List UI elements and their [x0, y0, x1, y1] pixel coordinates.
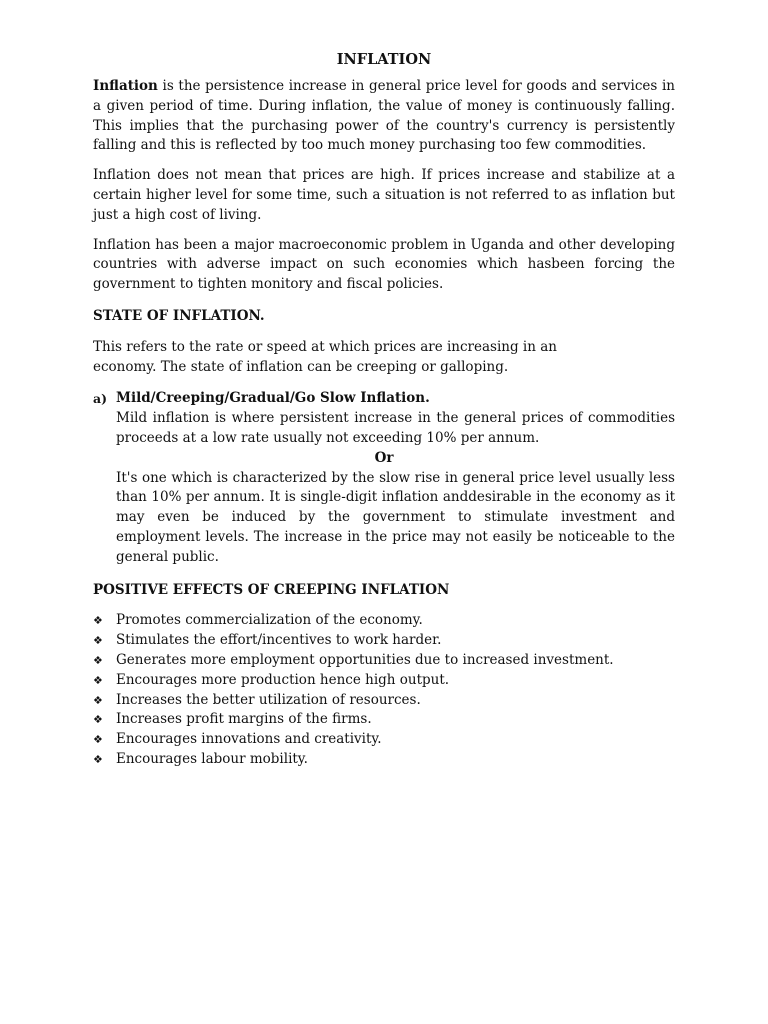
list-item — [93, 750, 675, 770]
list-item — [93, 671, 675, 691]
effect-text: Encourages innovations and creativity. — [116, 731, 382, 748]
list-item — [93, 730, 675, 750]
effect-text: Increases the better utilization of resources. — [116, 691, 421, 708]
paragraph-uganda: Inflation has been a major macroeconomic problem in Uganda and other developing countries with adverse impact on such economies which hasbeen forcing the government to tighten monitory and fiscal policies. — [93, 236, 675, 293]
list-item — [93, 691, 675, 711]
document-page — [93, 50, 675, 770]
mild-inflation-definition-1: Mild inflation is where persistent increase in the general prices of commodities proceeds at a low rate usually not exceeding 10% per annum. — [116, 410, 675, 446]
list-item — [93, 611, 675, 631]
list-marker: a) — [93, 391, 108, 407]
effect-text: Increases profit margins of the firms. — [116, 711, 372, 728]
diamond-bullet-icon: ❖ — [93, 713, 103, 727]
diamond-bullet-icon: ❖ — [93, 614, 103, 628]
effect-text: Generates more employment opportunities due to increased investment. — [116, 651, 614, 668]
intro-lead-term: Inflation — [93, 78, 158, 94]
state-of-inflation-text: This refers to the rate or speed at which prices are increasing in an economy. The state of inflation can be creeping or galloping. — [93, 338, 557, 375]
list-item — [93, 710, 675, 730]
list-item — [93, 651, 675, 671]
diamond-bullet-icon: ❖ — [93, 733, 103, 747]
mild-inflation-section — [93, 389, 675, 567]
diamond-bullet-icon: ❖ — [93, 653, 103, 667]
diamond-bullet-icon: ❖ — [93, 673, 103, 687]
list-item — [93, 631, 675, 651]
document-title: INFLATION — [336, 51, 432, 68]
state-of-inflation-heading: STATE OF INFLATION. — [93, 307, 265, 324]
positive-effects-list — [93, 611, 675, 769]
effect-text: Encourages more production hence high output. — [116, 671, 450, 688]
effect-text: Stimulates the effort/incentives to work harder. — [116, 632, 442, 649]
mild-inflation-title: Mild/Creeping/Gradual/Go Slow Inflation. — [116, 390, 430, 407]
intro-text: is the persistence increase in general price level for goods and services in a given period of time. During inflation, the value of money is continuously falling. This implies that the purchasing power of the country's currency is persistently falling and this is reflected by too much money purchasing too few commodities. — [93, 78, 675, 154]
effect-text: Encourages labour mobility. — [116, 750, 308, 767]
intro-paragraph — [93, 77, 675, 156]
mild-inflation-definition-2: It's one which is characterized by the slow rise in general price level usually less than 10% per annum. It is single-digit inflation anddesirable in the economy as it may even be induced by the government to stimulate investment and employment levels. The increase in the price may not easily be noticeable to the general public. — [116, 469, 675, 565]
positive-effects-heading: POSITIVE EFFECTS OF CREEPING INFLATION — [93, 581, 450, 598]
diamond-bullet-icon: ❖ — [93, 752, 103, 766]
paragraph-prices-high: Inflation does not mean that prices are high. If prices increase and stabilize at a certain higher level for some time, such a situation is not referred to as inflation but just a high cost of living. — [93, 167, 675, 223]
or-separator: Or — [374, 449, 394, 466]
diamond-bullet-icon: ❖ — [93, 634, 103, 648]
diamond-bullet-icon: ❖ — [93, 693, 103, 707]
effect-text: Promotes commercialization of the economy. — [116, 612, 423, 629]
